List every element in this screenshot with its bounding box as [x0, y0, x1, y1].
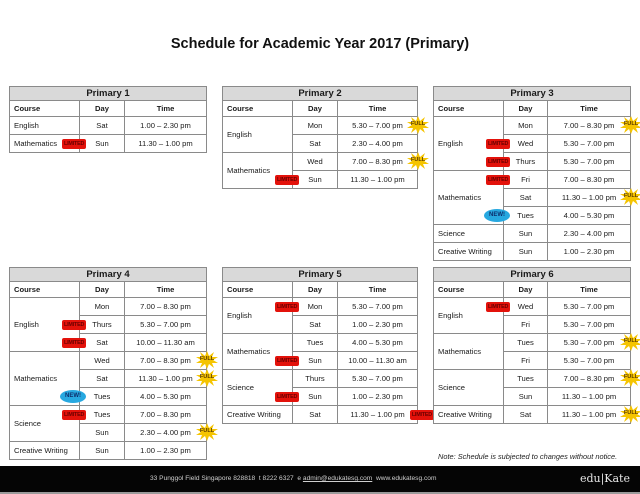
time-cell	[125, 406, 207, 424]
course-cell: English	[434, 117, 504, 171]
course-cell: Mathematics	[434, 334, 504, 370]
time-label: 1.00 – 2.30 pm	[352, 320, 403, 329]
day-cell	[293, 117, 338, 135]
course-cell: English	[223, 298, 293, 334]
table-row	[223, 153, 418, 171]
day-cell	[277, 388, 338, 406]
time-cell	[125, 334, 207, 352]
day-label: Tues	[517, 338, 534, 347]
schedule-table-3	[433, 86, 639, 261]
day-cell	[65, 388, 125, 406]
day-label: Sat	[309, 410, 321, 419]
time-cell	[338, 370, 418, 388]
table-row	[223, 334, 418, 352]
time-cell	[548, 153, 631, 171]
full-badge-label: FULL	[623, 338, 639, 344]
column-header-time: Time	[338, 282, 418, 298]
column-header-course: Course	[223, 101, 293, 117]
day-cell	[293, 406, 338, 424]
day-cell	[80, 352, 125, 370]
day-cell	[504, 225, 548, 243]
time-label: 5.30 – 7.00 pm	[352, 374, 403, 383]
footer-address: 33 Punggol Field Singapore 828818	[150, 475, 256, 482]
column-header-day: Day	[293, 282, 338, 298]
day-cell	[504, 117, 548, 135]
day-label: Sat	[309, 320, 321, 329]
time-label: 7.00 – 8.30 pm	[563, 175, 615, 184]
time-cell	[125, 316, 207, 334]
table-row	[223, 370, 418, 388]
footer-contact	[150, 475, 436, 482]
day-label: Tues	[517, 211, 534, 220]
day-label: Wed	[517, 139, 534, 148]
table-row	[434, 406, 631, 424]
time-label: 7.00 – 8.30 pm	[352, 157, 403, 166]
time-cell	[125, 352, 215, 370]
day-label: Tues	[93, 392, 111, 401]
full-badge	[407, 152, 429, 170]
time-label: 11.30 – 1.00 pm	[138, 139, 193, 148]
day-cell	[488, 153, 548, 171]
course-cell: Creative Writing	[10, 442, 80, 460]
day-label: Fri	[521, 175, 530, 184]
page-title: Schedule for Academic Year 2017 (Primary)	[170, 36, 470, 52]
day-cell	[504, 370, 548, 388]
time-label: 7.00 – 8.30 pm	[563, 121, 615, 130]
time-cell	[338, 135, 418, 153]
edukate-logo: edu|Kate	[579, 472, 630, 485]
time-cell	[548, 117, 639, 135]
day-cell	[64, 334, 125, 352]
day-label: Mon	[307, 121, 323, 130]
day-label: Wed	[94, 356, 110, 365]
time-label: 10.00 – 11.30 am	[136, 338, 195, 347]
table-row	[223, 298, 418, 316]
day-label: Thurs	[305, 374, 325, 383]
day-label: Thurs	[92, 320, 112, 329]
time-label: 5.30 – 7.00 pm	[352, 121, 403, 130]
table-row	[434, 225, 631, 243]
limited-badge: LIMITED	[488, 304, 509, 310]
footer-email-link[interactable]: admin@edukatesg.com	[302, 475, 373, 482]
day-cell	[64, 316, 125, 334]
limited-badge: LIMITED	[64, 141, 85, 147]
time-cell	[548, 171, 631, 189]
limited-badge: LIMITED	[411, 412, 433, 418]
full-badge	[407, 116, 429, 134]
day-label: Sat	[96, 338, 108, 347]
day-cell	[504, 406, 548, 424]
time-cell	[548, 388, 631, 406]
table-title: Primary 2	[223, 87, 418, 101]
time-cell	[338, 171, 418, 189]
footer-phone: t 8222 6327	[258, 475, 294, 482]
time-label: 7.00 – 8.30 pm	[563, 374, 615, 383]
time-label: 4.00 – 5.30 pm	[352, 338, 403, 347]
limited-badge: LIMITED	[64, 412, 85, 418]
day-label: Sat	[519, 193, 532, 202]
column-header-day: Day	[80, 282, 125, 298]
limited-badge: LIMITED	[64, 340, 85, 346]
course-cell: English	[223, 117, 293, 153]
time-cell	[125, 135, 207, 153]
time-cell	[548, 406, 639, 424]
time-cell	[338, 117, 426, 135]
column-header-day: Day	[504, 282, 548, 298]
time-label: 2.30 – 4.00 pm	[140, 428, 191, 437]
day-cell	[80, 370, 125, 388]
time-cell	[338, 316, 418, 334]
full-badge	[620, 116, 640, 134]
day-label: Sat	[96, 121, 108, 130]
time-label: 5.30 – 7.00 pm	[563, 338, 615, 347]
time-cell	[125, 298, 207, 316]
full-badge	[620, 188, 640, 206]
time-cell	[338, 388, 418, 406]
full-badge-label: FULL	[199, 428, 215, 434]
time-cell	[548, 316, 631, 334]
day-cell	[277, 171, 338, 189]
table-row	[434, 370, 631, 388]
time-cell	[548, 135, 631, 153]
time-label: 11.30 – 1.00 pm	[561, 392, 617, 401]
table-row	[434, 334, 631, 352]
limited-badge: LIMITED	[277, 358, 298, 364]
course-cell: Creative Writing	[434, 406, 504, 424]
time-label: 1.00 – 2.30 pm	[140, 446, 191, 455]
day-cell	[504, 388, 548, 406]
table-row	[10, 352, 207, 370]
limited-badge: LIMITED	[64, 322, 85, 328]
day-cell	[488, 298, 548, 316]
limited-badge: LIMITED	[277, 304, 298, 310]
schedule-table-2	[222, 86, 426, 189]
day-label: Tues	[517, 374, 534, 383]
day-cell	[80, 117, 125, 135]
time-cell	[338, 406, 433, 424]
full-badge-label: FULL	[410, 157, 426, 163]
column-header-day: Day	[504, 101, 548, 117]
day-cell	[293, 135, 338, 153]
column-header-course: Course	[434, 282, 504, 298]
day-label: Sun	[95, 428, 109, 437]
course-cell: Mathematics	[10, 352, 80, 406]
table-row	[10, 117, 207, 135]
time-label: 7.00 – 8.30 pm	[140, 410, 191, 419]
table-row	[434, 243, 631, 261]
new-badge: NEW!	[484, 209, 510, 222]
time-label: 4.00 – 5.30 pm	[563, 211, 615, 220]
time-cell	[338, 334, 418, 352]
day-cell	[504, 316, 548, 334]
table-row	[434, 171, 631, 189]
limited-badge: LIMITED	[277, 394, 298, 400]
column-header-time: Time	[338, 101, 418, 117]
time-label: 11.30 – 1.00 pm	[561, 193, 617, 202]
column-header-course: Course	[10, 101, 80, 117]
column-header-time: Time	[125, 282, 207, 298]
day-cell	[80, 298, 125, 316]
table-row	[223, 406, 418, 424]
table-row	[434, 117, 631, 135]
day-cell	[277, 352, 338, 370]
day-label: Sat	[309, 139, 321, 148]
time-label: 5.30 – 7.00 pm	[563, 139, 615, 148]
footer-email-prefix: e	[297, 475, 302, 482]
day-cell	[504, 243, 548, 261]
full-badge	[196, 351, 218, 369]
day-cell	[293, 316, 338, 334]
course-cell: Mathematics	[10, 135, 80, 153]
time-label: 5.30 – 7.00 pm	[140, 320, 191, 329]
day-label: Sun	[518, 392, 533, 401]
table-row	[10, 298, 207, 316]
time-label: 5.30 – 7.00 pm	[563, 157, 615, 166]
time-cell	[125, 388, 207, 406]
day-label: Sun	[518, 247, 533, 256]
day-label: Sun	[308, 175, 322, 184]
limited-badge: LIMITED	[488, 159, 509, 165]
day-label: Sun	[95, 139, 109, 148]
time-cell	[548, 298, 631, 316]
time-label: 1.00 – 2.30 pm	[140, 121, 191, 130]
course-cell: Science	[223, 370, 293, 406]
day-label: Fri	[521, 356, 530, 365]
table-title: Primary 3	[434, 87, 631, 101]
time-cell	[125, 442, 207, 460]
new-badge: NEW!	[60, 390, 86, 403]
day-label: Sun	[308, 392, 322, 401]
table-row	[10, 406, 207, 424]
limited-badge: LIMITED	[277, 177, 298, 183]
time-label: 5.30 – 7.00 pm	[563, 320, 615, 329]
schedule-note: Note: Schedule is subjected to changes without notice.	[438, 452, 618, 461]
schedule-table-4	[9, 267, 215, 460]
table-title: Primary 6	[434, 268, 631, 282]
schedule-table-5	[222, 267, 433, 424]
day-label: Sun	[308, 356, 322, 365]
full-badge-label: FULL	[410, 121, 426, 127]
time-cell	[548, 189, 639, 207]
schedule-table-6	[433, 267, 639, 424]
day-label: Tues	[93, 410, 111, 419]
full-badge	[196, 369, 218, 387]
day-cell	[293, 370, 338, 388]
day-cell	[504, 352, 548, 370]
time-label: 5.30 – 7.00 pm	[563, 356, 615, 365]
time-label: 11.30 – 1.00 pm	[138, 374, 193, 383]
time-cell	[338, 352, 418, 370]
time-label: 2.30 – 4.00 pm	[352, 139, 403, 148]
time-label: 2.30 – 4.00 pm	[563, 229, 615, 238]
table-row	[10, 135, 207, 153]
day-cell	[64, 406, 125, 424]
time-cell	[338, 153, 426, 171]
column-header-time: Time	[125, 101, 207, 117]
day-cell	[488, 135, 548, 153]
course-cell: Science	[10, 406, 80, 442]
column-header-time: Time	[548, 282, 631, 298]
day-cell	[504, 189, 548, 207]
day-label: Tues	[306, 338, 324, 347]
time-cell	[548, 243, 631, 261]
full-badge-label: FULL	[199, 356, 215, 362]
time-cell	[548, 334, 639, 352]
schedule-table-1	[9, 86, 207, 153]
column-header-course: Course	[223, 282, 293, 298]
day-label: Mon	[518, 121, 533, 130]
time-label: 11.30 – 1.00 pm	[350, 410, 405, 419]
day-cell	[80, 442, 125, 460]
day-label: Mon	[307, 302, 323, 311]
column-header-time: Time	[548, 101, 631, 117]
time-cell	[125, 117, 207, 135]
table-title: Primary 5	[223, 268, 418, 282]
table-row	[434, 298, 631, 316]
time-label: 1.00 – 2.30 pm	[352, 392, 403, 401]
full-badge	[620, 405, 640, 423]
day-cell	[80, 424, 125, 442]
column-header-day: Day	[293, 101, 338, 117]
day-cell	[64, 135, 125, 153]
table-row	[10, 442, 207, 460]
footer-bar	[0, 466, 640, 492]
day-cell	[277, 298, 338, 316]
day-label: Sat	[96, 374, 108, 383]
time-cell	[548, 207, 631, 225]
full-badge-label: FULL	[623, 121, 639, 127]
time-label: 11.30 – 1.00 pm	[350, 175, 405, 184]
course-cell: Mathematics	[223, 334, 293, 370]
table-title: Primary 1	[10, 87, 207, 101]
table-title: Primary 4	[10, 268, 207, 282]
time-cell	[125, 370, 215, 388]
limited-badge: LIMITED	[488, 141, 509, 147]
time-cell	[125, 424, 215, 442]
column-header-course: Course	[434, 101, 504, 117]
limited-badge: LIMITED	[488, 177, 509, 183]
day-cell	[489, 207, 548, 225]
time-label: 1.00 – 2.30 pm	[563, 247, 615, 256]
day-cell	[488, 171, 548, 189]
time-cell	[548, 370, 639, 388]
course-cell: Creative Writing	[434, 243, 504, 261]
table-row	[223, 117, 418, 135]
day-label: Wed	[517, 302, 534, 311]
time-label: 5.30 – 7.00 pm	[352, 302, 403, 311]
course-cell: Mathematics	[223, 153, 293, 189]
time-label: 4.00 – 5.30 pm	[140, 392, 191, 401]
full-badge-label: FULL	[199, 374, 215, 380]
time-label: 7.00 – 8.30 pm	[140, 356, 191, 365]
day-label: Wed	[307, 157, 323, 166]
course-cell: Mathematics	[434, 171, 504, 225]
day-label: Fri	[521, 320, 530, 329]
day-cell	[504, 334, 548, 352]
course-cell: Creative Writing	[223, 406, 293, 424]
column-header-course: Course	[10, 282, 80, 298]
day-cell	[293, 153, 338, 171]
footer-website-link[interactable]: www.edukatesg.com	[375, 475, 437, 482]
full-badge-label: FULL	[623, 193, 639, 199]
day-label: Sat	[519, 410, 532, 419]
time-cell	[548, 225, 631, 243]
time-label: 7.00 – 8.30 pm	[140, 302, 191, 311]
full-badge	[620, 369, 640, 387]
course-cell: Science	[434, 370, 504, 406]
course-cell: Science	[434, 225, 504, 243]
time-label: 10.00 – 11.30 am	[348, 356, 407, 365]
course-cell: English	[10, 117, 80, 135]
day-label: Sun	[518, 229, 533, 238]
time-cell	[548, 352, 631, 370]
full-badge-label: FULL	[623, 374, 639, 380]
course-cell: English	[434, 298, 504, 334]
full-badge-label: FULL	[623, 410, 639, 416]
time-label: 5.30 – 7.00 pm	[563, 302, 615, 311]
day-label: Mon	[94, 302, 110, 311]
full-badge	[196, 423, 218, 441]
day-label: Thurs	[515, 157, 536, 166]
time-cell	[338, 298, 418, 316]
full-badge	[620, 333, 640, 351]
time-label: 11.30 – 1.00 pm	[561, 410, 617, 419]
day-cell	[293, 334, 338, 352]
day-label: Sun	[95, 446, 109, 455]
column-header-day: Day	[80, 101, 125, 117]
course-cell: English	[10, 298, 80, 352]
